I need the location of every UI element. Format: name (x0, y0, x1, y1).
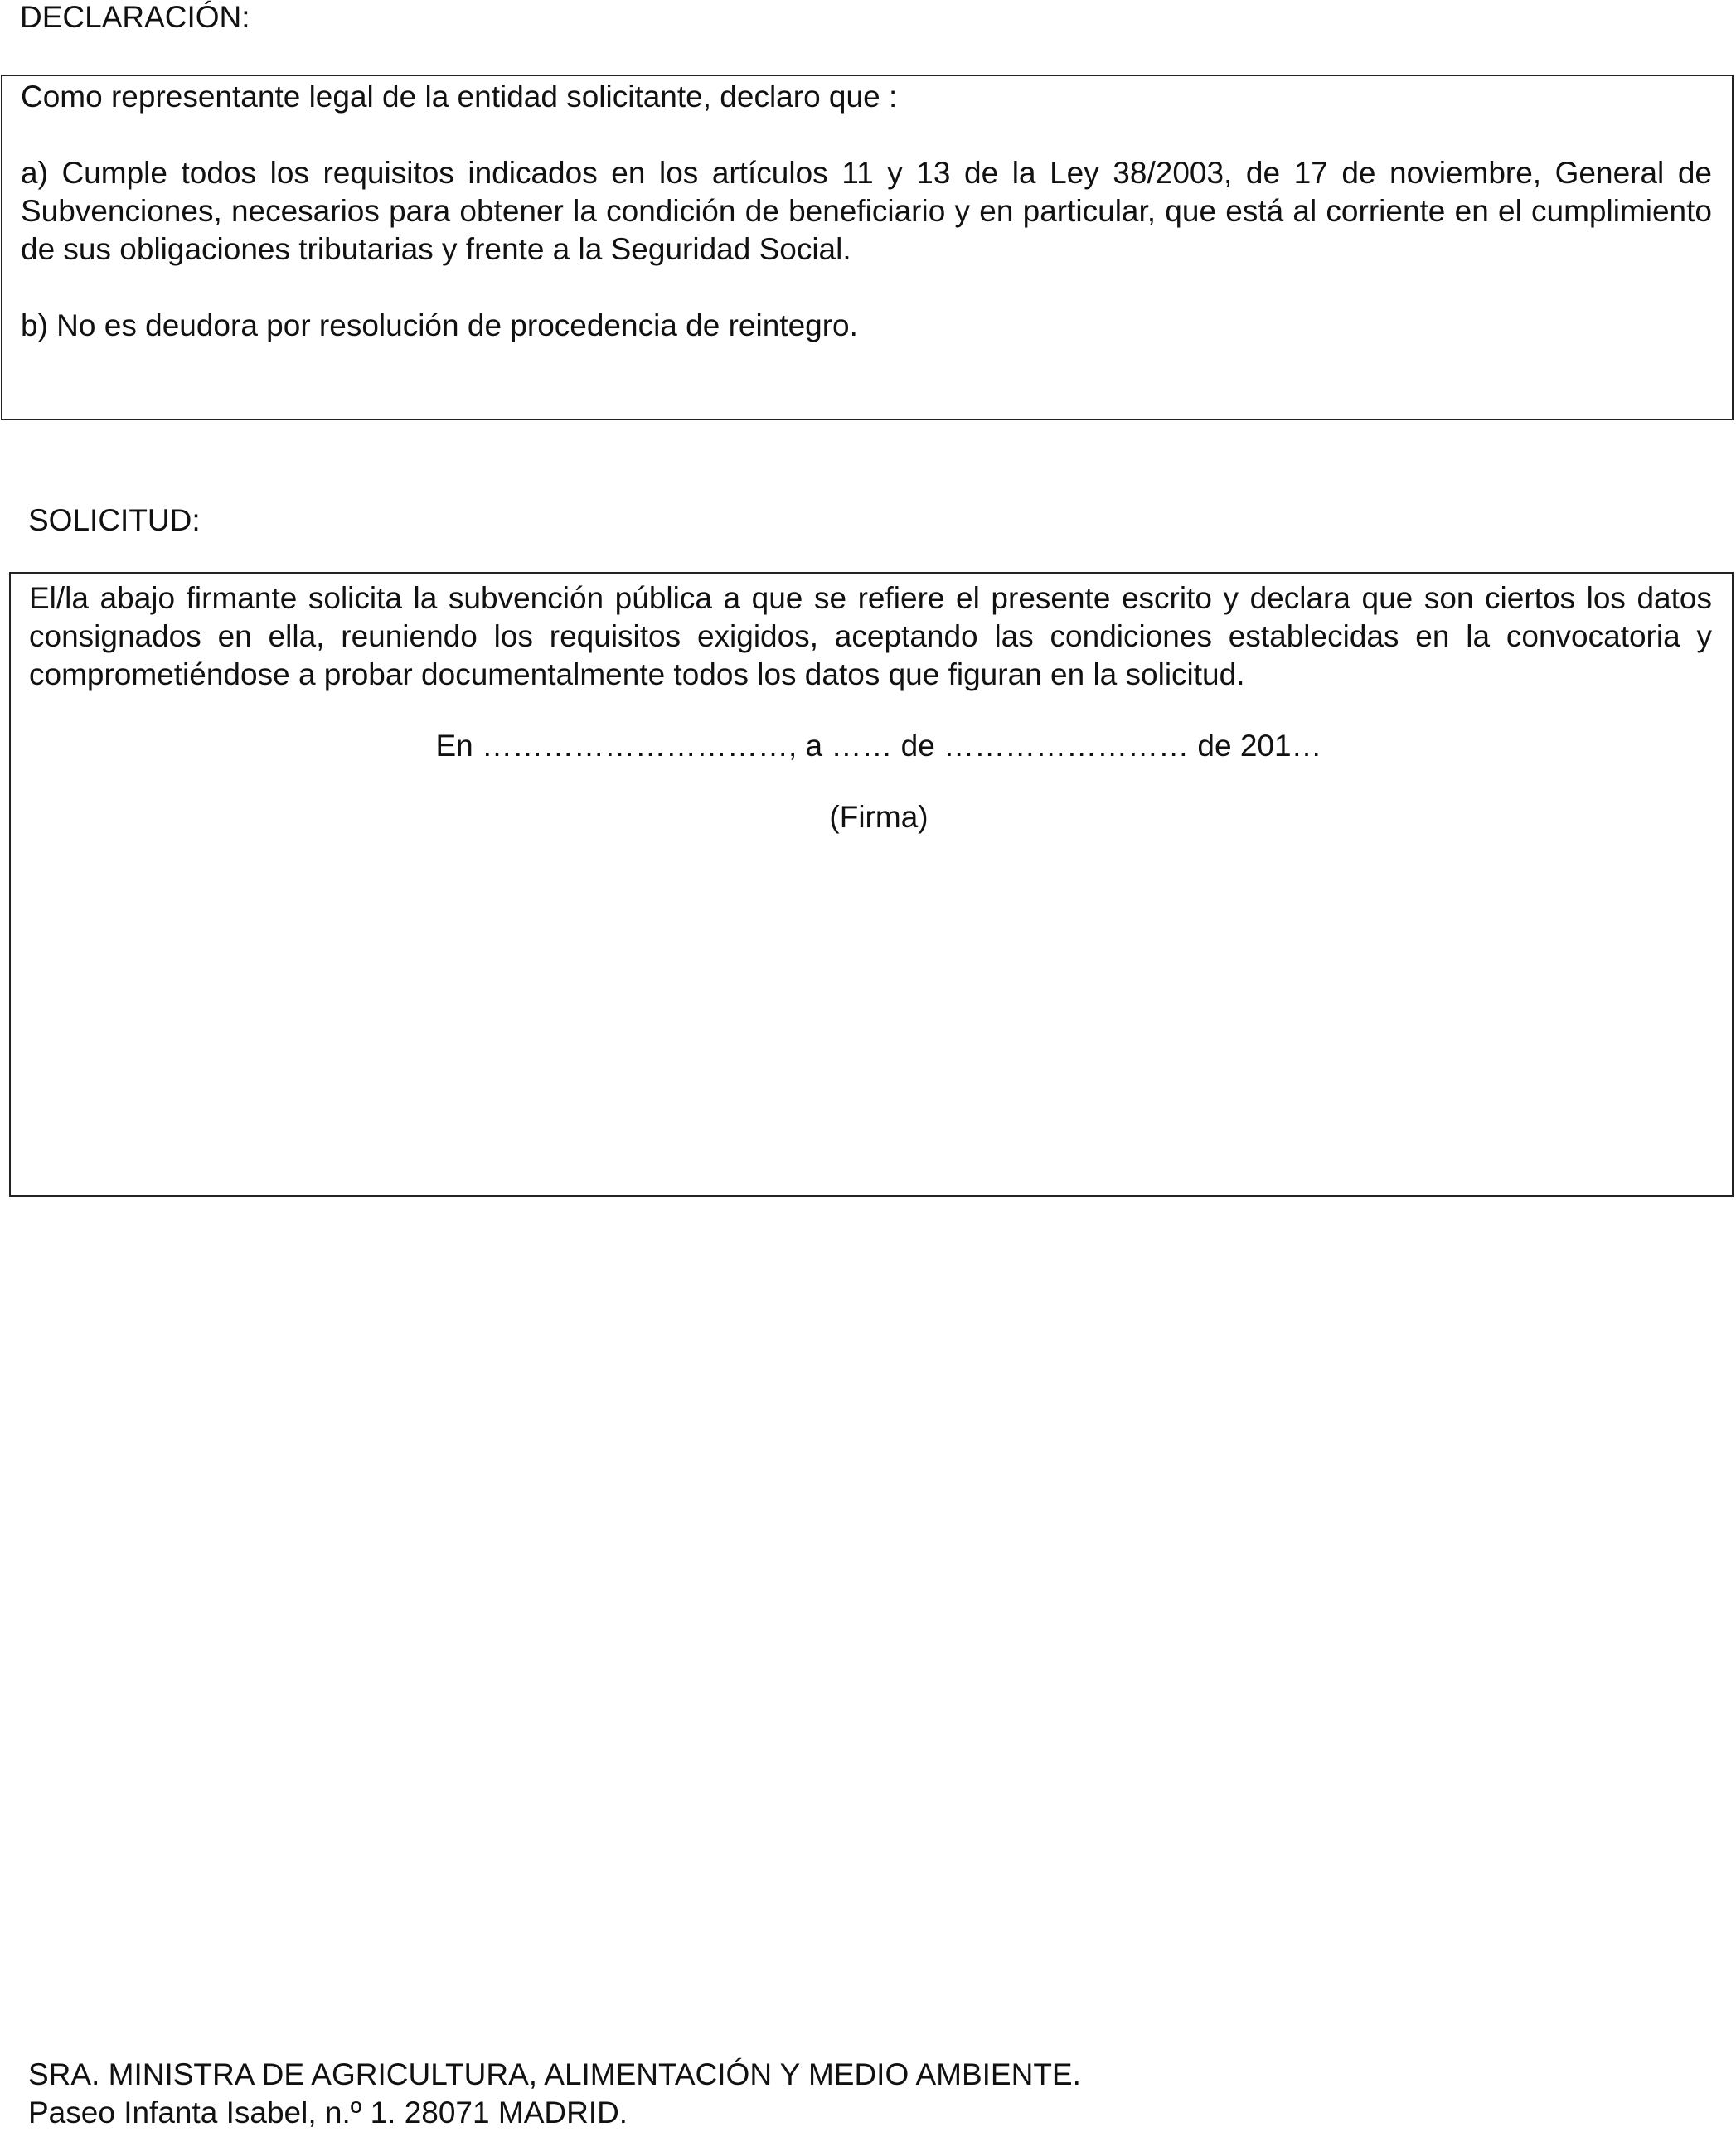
addressee-title: SRA. MINISTRA DE AGRICULTURA, ALIMENTACIÓN Y MEDIO AMBIENTE. (28, 2057, 1081, 2091)
declaracion-item-a: a) Cumple todos los requisitos indicados en los artículos 11 y 13 de la Ley 38/2003, de 17 de noviembre, General de Subvenciones, necesarios para obtener la condición de beneficiario y en particular, que está al corriente en el cumplimiento de sus obligaciones tributarias y frente a la Seguridad Social. (21, 156, 1712, 266)
solicitud-body: El/la abajo firmante solicita la subvención pública a que se refiere el presente escrito y declara que son ciertos los datos consignados en ella, reuniendo los requisitos exigidos, aceptando las condiciones establecidas en la convocatoria y comprometiéndose a probar documentalmente todos los datos que figuran en la solicitud. (29, 581, 1712, 691)
solicitud-heading: SOLICITUD: (28, 503, 201, 537)
declaracion-box (1, 75, 1734, 420)
spacer (21, 116, 1712, 154)
declaracion-heading: DECLARACIÓN: (20, 0, 250, 34)
declaracion-intro: Como representante legal de la entidad solicitante, declaro que : (21, 80, 898, 114)
solicitud-box (9, 572, 1734, 1197)
addressee-footer (28, 2056, 1081, 2132)
date-line: En …………………………, a …… de …………………… de 201… (435, 729, 1322, 763)
signature-label: (Firma) (829, 800, 929, 834)
spacer (21, 269, 1712, 307)
addressee-address: Paseo Infanta Isabel, n.º 1. 28071 MADRID. (28, 2096, 628, 2130)
declaracion-item-b: b) No es deudora por resolución de procedencia de reintegro. (21, 308, 858, 342)
